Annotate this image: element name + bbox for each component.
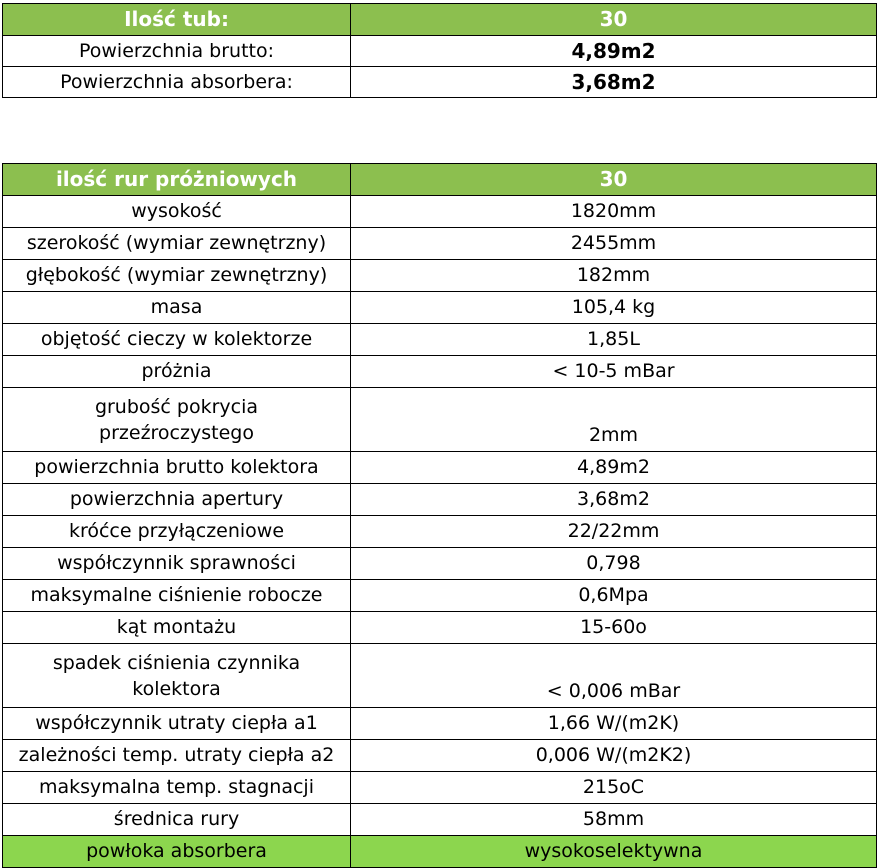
row-label: współczynnik sprawności	[3, 548, 351, 580]
row-label: powierzchnia brutto kolektora	[3, 452, 351, 484]
row-label	[3, 388, 351, 452]
table-row	[3, 516, 877, 548]
summary-header-row	[3, 4, 877, 36]
row-label: objętość cieczy w kolektorze	[3, 324, 351, 356]
row-value: 0,6Mpa	[351, 580, 877, 612]
row-label: maksymalne ciśnienie robocze	[3, 580, 351, 612]
row-value: 4,89m2	[351, 36, 877, 67]
spec-header-row	[3, 164, 877, 196]
summary-header-value: 30	[351, 4, 877, 36]
spec-footer-label: powłoka absorbera	[3, 836, 351, 868]
table-row	[3, 228, 877, 260]
table-row	[3, 708, 877, 740]
table-row	[3, 804, 877, 836]
row-label: głębokość (wymiar zewnętrzny)	[3, 260, 351, 292]
spec-header-label: ilość rur próżniowych	[3, 164, 351, 196]
summary-table	[2, 3, 877, 98]
row-value: 4,89m2	[351, 452, 877, 484]
spec-footer-row	[3, 836, 877, 868]
table-row	[3, 740, 877, 772]
row-value: 105,4 kg	[351, 292, 877, 324]
row-label: maksymalna temp. stagnacji	[3, 772, 351, 804]
row-label	[3, 644, 351, 708]
row-label: współczynnik utraty ciepła a1	[3, 708, 351, 740]
table-row	[3, 580, 877, 612]
row-label: zależności temp. utraty ciepła a2	[3, 740, 351, 772]
row-value: 1,66 W/(m2K)	[351, 708, 877, 740]
row-value: 2mm	[351, 388, 877, 452]
table-row	[3, 612, 877, 644]
table-row	[3, 324, 877, 356]
row-value: < 0,006 mBar	[351, 644, 877, 708]
row-label: Powierzchnia brutto:	[3, 36, 351, 67]
spec-footer-value: wysokoselektywna	[351, 836, 877, 868]
row-value: 22/22mm	[351, 516, 877, 548]
row-label-line1: grubość pokrycia	[94, 395, 259, 418]
row-value: 3,68m2	[351, 67, 877, 98]
row-value: 1,85L	[351, 324, 877, 356]
table-row	[3, 196, 877, 228]
row-value: 58mm	[351, 804, 877, 836]
row-label: średnica rury	[3, 804, 351, 836]
row-value: 1820mm	[351, 196, 877, 228]
row-label: wysokość	[3, 196, 351, 228]
row-label: króćce przyłączeniowe	[3, 516, 351, 548]
row-label: próżnia	[3, 356, 351, 388]
row-label: powierzchnia apertury	[3, 484, 351, 516]
row-value: 15-60o	[351, 612, 877, 644]
row-label: Powierzchnia absorbera:	[3, 67, 351, 98]
row-value: 0,006 W/(m2K2)	[351, 740, 877, 772]
table-row	[3, 260, 877, 292]
table-row	[3, 292, 877, 324]
table-row	[3, 644, 877, 708]
spec-header-value: 30	[351, 164, 877, 196]
row-label-line1: spadek ciśnienia czynnika	[52, 651, 301, 674]
row-value: 2455mm	[351, 228, 877, 260]
row-value: 3,68m2	[351, 484, 877, 516]
row-value: < 10-5 mBar	[351, 356, 877, 388]
row-label: masa	[3, 292, 351, 324]
table-row	[3, 388, 877, 452]
table-row	[3, 772, 877, 804]
row-value: 0,798	[351, 548, 877, 580]
row-value: 215oC	[351, 772, 877, 804]
table-row	[3, 548, 877, 580]
table-row	[3, 452, 877, 484]
row-label-line2: kolektora	[132, 677, 221, 700]
row-label-line2: przeźroczystego	[99, 421, 254, 444]
row-value: 182mm	[351, 260, 877, 292]
summary-header-label: Ilość tub:	[3, 4, 351, 36]
row-label: szerokość (wymiar zewnętrzny)	[3, 228, 351, 260]
spec-table	[2, 163, 877, 868]
table-row	[3, 67, 877, 98]
table-row	[3, 36, 877, 67]
table-row	[3, 484, 877, 516]
table-row	[3, 356, 877, 388]
row-label: kąt montażu	[3, 612, 351, 644]
